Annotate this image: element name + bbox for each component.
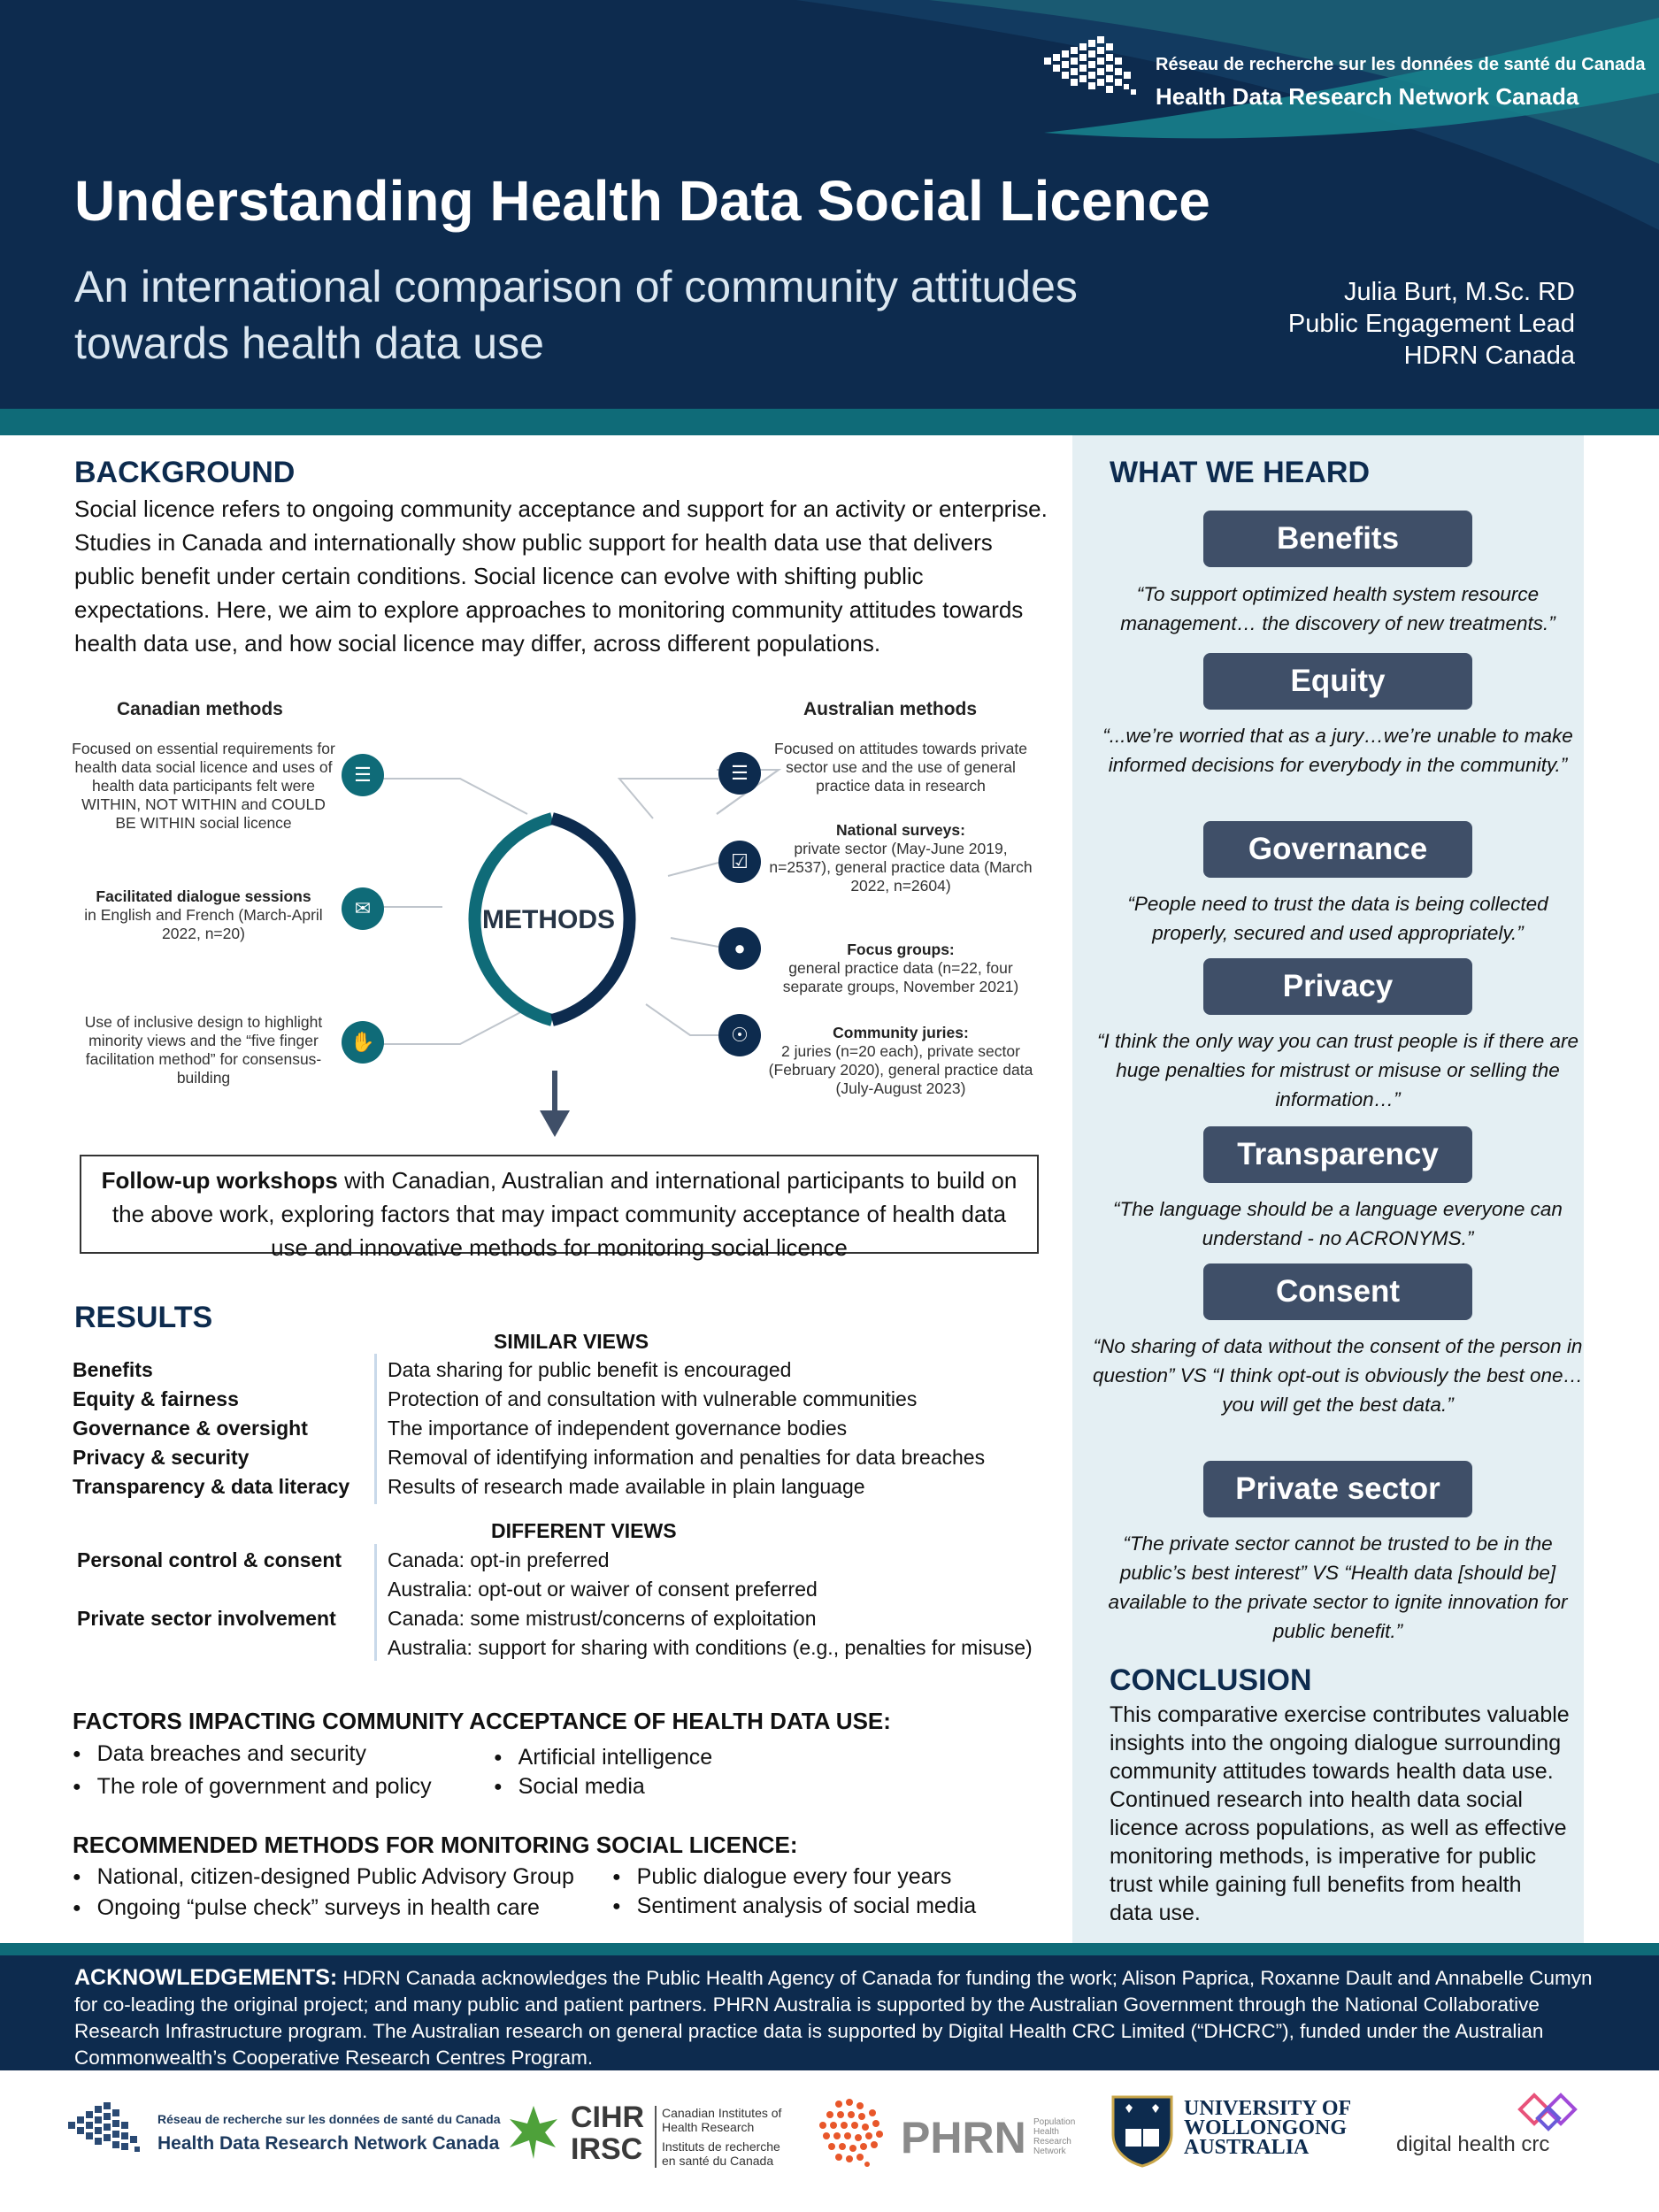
- theme-quote: “The language should be a language everyone can understand - no ACRONYMS.”: [1113, 1198, 1563, 1249]
- australian-method-text: 2 juries (n=20 each), private sector (February 2020), general practice data (July-August 2023): [768, 1042, 1033, 1097]
- recommended-item: ● National, citizen-designed Public Advisory Group: [73, 1864, 574, 1890]
- author-name: Julia Burt, M.Sc. RD: [1343, 278, 1575, 306]
- australian-method-text: Focused on attitudes towards private sector use and the use of general practice data in research: [774, 740, 1027, 795]
- community-jury-icon: ☉: [718, 1014, 761, 1056]
- similar-view-label: Transparency & data literacy: [73, 1475, 350, 1498]
- factor-item: ● Social media: [494, 1774, 645, 1800]
- theme-pill-transparency: Transparency: [1203, 1126, 1472, 1183]
- followup-workshops-box: [80, 1155, 1039, 1261]
- cihr-abbr-fr: IRSC: [571, 2132, 643, 2166]
- different-view-label: Personal control & consent: [77, 1548, 342, 1571]
- cihr-name-fr: Instituts de recherche en santé du Canada: [662, 2139, 780, 2168]
- acknowledgements-body: HDRN Canada acknowledges the Public Health Agency of Canada for funding the work; Alison Paprica, Roxanne Dault and Annabelle Cumyn for co-leading the original project; and many public and patient partners. PHRN Australia is supported by the Australian Government through the National Collaborative Research Infrastructure program. The Australian research on general practice data is supported by Digital Health CRC Limited (“DHCRC”), funded under the Australian Commonwealth’s Cooperative Research Centres Program.: [74, 1967, 1593, 2069]
- australian-method-lead: Community juries:: [833, 1024, 969, 1041]
- different-view-value: Canada: opt-in preferred: [388, 1548, 610, 1571]
- hdrn-footer-name-fr: Réseau de recherche sur les données de santé du Canada: [157, 2112, 501, 2126]
- uow-wordmark: UNIVERSITY OF WOLLONGONG AUSTRALIA: [1184, 2097, 1351, 2159]
- canadian-method-text: in English and French (March-April 2022, n=20): [84, 906, 323, 942]
- similar-view-value: Protection of and consultation with vulnerable communities: [388, 1387, 918, 1410]
- author-org: HDRN Canada: [1403, 342, 1575, 370]
- phrn-wordmark: PHRN: [901, 2113, 1026, 2162]
- acknowledgements-label: ACKNOWLEDGEMENTS:: [74, 1965, 338, 1990]
- similar-view-label: Equity & fairness: [73, 1387, 239, 1410]
- results-heading: RESULTS: [74, 1301, 213, 1334]
- poster-subtitle: An international comparison of community attitudes towards health data use: [74, 262, 1078, 368]
- different-views-title: DIFFERENT VIEWS: [491, 1519, 677, 1542]
- similar-view-value: The importance of independent governance bodies: [388, 1417, 848, 1440]
- phrn-dots-icon: [812, 2095, 897, 2170]
- uow-crest-icon: [1110, 2093, 1175, 2168]
- background-heading: BACKGROUND: [74, 456, 296, 489]
- canadian-method-item: [71, 1013, 336, 1087]
- footer-teal-band: [0, 1943, 1659, 1955]
- theme-quote: “To support optimized health system resource management… the discovery of new treatments.”: [1120, 583, 1555, 634]
- acknowledgements-text: [74, 1964, 1596, 2071]
- hdrn-footer-map-icon: [64, 2095, 152, 2166]
- theme-pill-consent: Consent: [1203, 1263, 1472, 1320]
- different-view-label: Private sector involvement: [77, 1607, 336, 1630]
- canadian-methods-heading: Canadian methods: [117, 699, 283, 719]
- cihr-abbr-block: [571, 2101, 644, 2165]
- similar-view-label: Privacy & security: [73, 1446, 250, 1469]
- canadian-method-text: Focused on essential requirements for health data social licence and uses of health data participants felt were WITHIN, NOT WITHIN and COULD BE WITHIN social licence: [72, 740, 335, 832]
- australian-method-lead: Focus groups:: [847, 941, 955, 958]
- australian-methods-heading: Australian methods: [803, 699, 978, 719]
- dhcrc-wordmark: digital health crc: [1396, 2132, 1550, 2156]
- theme-pill-private-sector: Private sector: [1203, 1461, 1472, 1517]
- focus-group-icon: ●: [718, 927, 761, 970]
- australian-method-text: general practice data (n=22, four separate groups, November 2021): [782, 959, 1019, 995]
- factor-item: ● Artificial intelligence: [494, 1745, 712, 1770]
- australian-method-item: [768, 941, 1033, 996]
- australian-method-lead: National surveys:: [836, 821, 965, 839]
- theme-pill-benefits: Benefits: [1203, 511, 1472, 567]
- background-text: Social licence refers to ongoing community acceptance and support for an activity or enterprise. Studies in Canada and internationally show public support for health data use that delivers public benefit under certain conditions. Social licence can evolve with shifting public expectations. Here, we aim to explore approaches to monitoring community attitudes towards health data use, and how social licence may differ, across different populations.: [74, 495, 1048, 657]
- hdrn-footer-name-en: Health Data Research Network Canada: [157, 2133, 500, 2154]
- cihr-name-en: Canadian Institutes of Health Research: [662, 2106, 782, 2134]
- hand-icon: ✋: [342, 1021, 384, 1064]
- theme-pill-equity: Equity: [1203, 653, 1472, 710]
- author-role: Public Engagement Lead: [1287, 310, 1575, 338]
- survey-icon: ☑: [718, 841, 761, 883]
- different-view-value: Canada: some mistrust/concerns of exploitation: [388, 1607, 817, 1630]
- canadian-method-item: [71, 740, 336, 833]
- canadian-method-lead: Facilitated dialogue sessions: [96, 887, 311, 905]
- conclusion-heading: CONCLUSION: [1110, 1663, 1312, 1697]
- theme-quote: “...we’re worried that as a jury…we’re unable to make informed decisions for everybody in the community.”: [1102, 725, 1573, 776]
- org-name-en: Health Data Research Network Canada: [1156, 83, 1579, 110]
- similar-view-value: Removal of identifying information and penalties for data breaches: [388, 1446, 986, 1469]
- canadian-method-text: Use of inclusive design to highlight minority views and the “five finger facilitation method” for consensus-building: [84, 1013, 323, 1087]
- speech-bubbles-icon: ✉: [342, 887, 384, 930]
- org-name-fr: Réseau de recherche sur les données de santé du Canada: [1156, 55, 1646, 74]
- similar-views-divider: [374, 1354, 377, 1504]
- recommended-item: ● Sentiment analysis of social media: [612, 1893, 976, 1919]
- cihr-name-block: [655, 2106, 796, 2168]
- australian-method-item: [768, 740, 1033, 795]
- conclusion-text: This comparative exercise contributes valuable insights into the ongoing dialogue surrounding community attitudes towards health data use. Continued research into health data social licence across populations, as well as effective monitoring methods, is imperative for public trust while gaining full benefits from health data use.: [1110, 1702, 1570, 1925]
- different-views-divider: [374, 1544, 377, 1661]
- theme-quote: “I think the only way you can trust people is if there are huge penalties for mistrust or misuse or selling the information…”: [1096, 1030, 1579, 1110]
- theme-quote: “No sharing of data without the consent of the person in question” VS “I think opt-out is obviously the best one… you will get the best data.”: [1092, 1335, 1584, 1416]
- followup-lead: Follow-up workshops: [101, 1167, 338, 1194]
- methods-center-label: METHODS: [482, 905, 615, 934]
- poster-title: Understanding Health Data Social Licence: [74, 169, 1210, 233]
- phrn-subtitle: Population Health Research Network: [1033, 2117, 1076, 2156]
- cihr-abbr-en: CIHR: [571, 2101, 645, 2134]
- similar-view-value: Results of research made available in plain language: [388, 1475, 865, 1498]
- similar-view-value: Data sharing for public benefit is encouraged: [388, 1358, 792, 1381]
- theme-pill-privacy: Privacy: [1203, 958, 1472, 1015]
- similar-views-title: SIMILAR VIEWS: [494, 1330, 649, 1353]
- theme-pill-governance: Governance: [1203, 821, 1472, 878]
- clipboard-icon: ☰: [342, 754, 384, 796]
- similar-view-label: Benefits: [73, 1358, 153, 1381]
- followup-text: with Canadian, Australian and international participants to build on the above work, exploring factors that may impact community acceptance of health data use and innovative methods for monitoring social licence: [111, 1167, 1018, 1261]
- recommended-item: ● Public dialogue every four years: [612, 1864, 951, 1890]
- different-view-value: Australia: support for sharing with conditions (e.g., penalties for misuse): [388, 1636, 1033, 1659]
- australian-method-item: [768, 821, 1033, 895]
- similar-view-label: Governance & oversight: [73, 1417, 308, 1440]
- canadian-method-item: [71, 887, 336, 943]
- cihr-leaf-icon: [503, 2101, 565, 2163]
- australian-method-item: [750, 1024, 1051, 1098]
- different-view-value: Australia: opt-out or waiver of consent preferred: [388, 1578, 818, 1601]
- theme-quote: “People need to trust the data is being collected properly, secured and used appropriately.”: [1127, 893, 1548, 944]
- theme-quote: “The private sector cannot be trusted to be in the public’s best interest” VS “Health data [should be] available to the private sector to ignite innovation for public benefit.”: [1108, 1532, 1568, 1642]
- recommended-item: ● Ongoing “pulse check” surveys in health care: [73, 1895, 540, 1921]
- what-we-heard-heading: WHAT WE HEARD: [1110, 456, 1370, 489]
- author-block: [1288, 276, 1575, 372]
- document-icon: ☰: [718, 752, 761, 795]
- australian-method-text: private sector (May-June 2019, n=2537), general practice data (March 2022, n=2604): [769, 840, 1033, 895]
- factor-item: ● The role of government and policy: [73, 1774, 432, 1800]
- factors-heading: FACTORS IMPACTING COMMUNITY ACCEPTANCE OF HEALTH DATA USE:: [73, 1708, 891, 1734]
- recommended-heading: RECOMMENDED METHODS FOR MONITORING SOCIAL LICENCE:: [73, 1832, 798, 1858]
- factor-item: ● Data breaches and security: [73, 1741, 366, 1767]
